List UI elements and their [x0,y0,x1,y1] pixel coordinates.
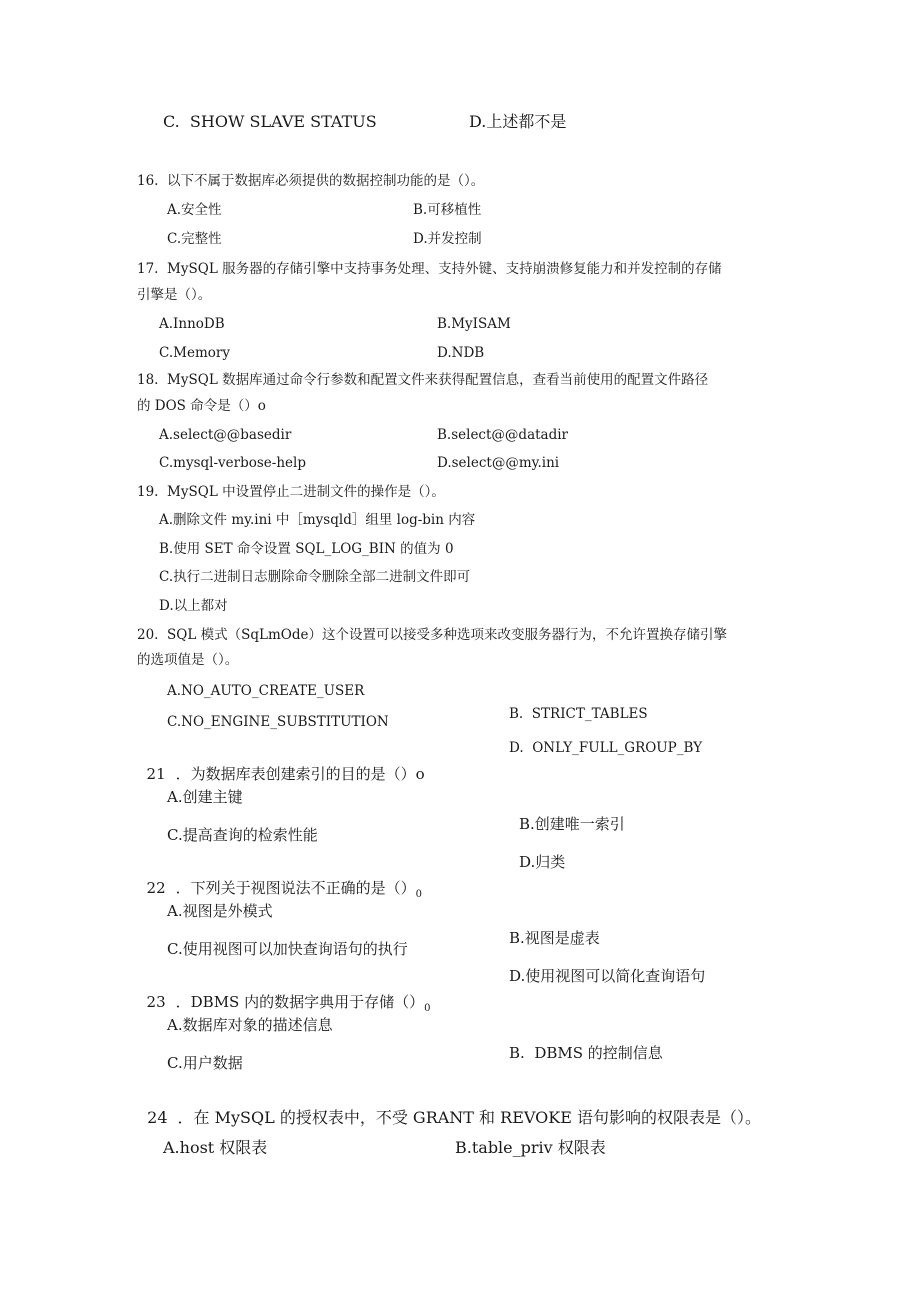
question-16-option-a: A.安全性 [167,202,222,218]
question-20-stem-line2: 的选项值是（）。 [137,652,239,668]
question-20-stem-line1: 20. SQL 模式（SqLmOde）这个设置可以接受多种选项来改变服务器行为，不允许置换存储引擎 [137,627,727,643]
question-21-option-b: B.创建唯一索引 [519,815,625,833]
question-22-option-c: C.使用视图可以加快查询语句的执行 [167,940,408,958]
question-18-stem-line2: 的 DOS 命令是（）o [137,398,266,414]
question-17-stem-line1: 17. MySQL 服务器的存储引擎中支持事务处理、支持外键、支持崩溃修复能力和并发控制的存储 [137,261,722,277]
question-20-option-d: D. ONLY_FULL_GROUP_BY [509,740,703,756]
question-23-option-b: B. DBMS 的控制信息 [509,1044,663,1062]
question-21-number: 21 [146,765,166,783]
question-22-subscript: 0 [415,889,423,900]
question-20-option-b: B. STRICT_TABLES [509,706,648,722]
option-d: D.上述都不是 [469,112,567,131]
question-17-option-c: C.Memory [159,345,230,361]
question-19-option-d: D.以上都对 [159,598,228,614]
option-c: C. SHOW SLAVE STATUS [163,112,377,131]
question-21-option-c: C.提高查询的检索性能 [167,826,318,844]
question-24-option-a: A.host 权限表 [163,1138,268,1157]
question-17-option-d: D.NDB [437,345,485,361]
question-17-stem-line2: 引擎是（）。 [137,287,212,303]
question-17-option-b: B.MyISAM [437,316,511,332]
question-21-option-d: D.归类 [519,853,566,871]
question-16-option-d: D.并发控制 [413,231,482,247]
question-22-number: 22 [146,879,166,897]
question-22-option-b: B.视图是虚表 [509,929,600,947]
question-23-option-a: A.数据库对象的描述信息 [167,1016,333,1034]
question-24-option-b: B.table_priv 权限表 [455,1138,606,1157]
question-22-text: ．下列关于视图说法不正确的是（） [175,879,416,897]
question-17-option-a: A.InnoDB [159,316,225,332]
question-16-stem: 16. 以下不属于数据库必须提供的数据控制功能的是（）。 [137,173,485,189]
question-19-stem: 19. MySQL 中设置停止二进制文件的操作是（）。 [137,484,445,500]
question-16-option-c: C.完整性 [167,231,222,247]
question-22-stem [137,866,422,900]
question-24-number: 24 [147,1108,168,1127]
question-24-text: ．在 MySQL 的授权表中，不受 GRANT 和 REVOKE 语句影响的权限表是（）。 [177,1108,761,1127]
question-20-option-c: C.NO_ENGINE_SUBSTITUTION [167,714,389,730]
question-23-subscript: 0 [424,1003,431,1014]
question-22-option-d: D.使用视图可以简化查询语句 [509,967,706,985]
question-23-number: 23 [146,993,166,1011]
question-23-stem [137,980,430,1014]
question-21-text: ．为数据库表创建索引的目的是（）o [175,765,425,783]
question-24-stem [137,1094,761,1126]
question-18-stem-line1: 18. MySQL 数据库通过命令行参数和配置文件来获得配置信息，查看当前使用的配置文件路径 [137,372,709,388]
question-22-option-a: A.视图是外模式 [167,902,273,920]
question-18-option-c: C.mysql-verbose-help [159,455,306,471]
question-19-option-a: A.删除文件 my.ini 中［mysqld］组里 log-bin 内容 [159,512,476,528]
question-21-stem [137,752,425,782]
question-23-text: ．DBMS 内的数据字典用于存储（） [175,993,425,1011]
question-20-option-a: A.NO_AUTO_CREATE_USER [167,683,365,699]
question-18-option-b: B.select@@datadir [437,427,568,443]
question-21-option-a: A.创建主键 [167,788,243,806]
question-16-option-b: B.可移植性 [413,202,482,218]
question-18-option-a: A.select@@basedir [159,427,292,443]
question-19-option-b: B.使用 SET 命令设置 SQL_LOG_BIN 的值为 0 [159,541,454,557]
question-18-option-d: D.select@@my.ini [437,455,560,471]
question-23-option-c: C.用户数据 [167,1054,243,1072]
question-19-option-c: C.执行二进制日志删除命令删除全部二进制文件即可 [159,569,471,585]
